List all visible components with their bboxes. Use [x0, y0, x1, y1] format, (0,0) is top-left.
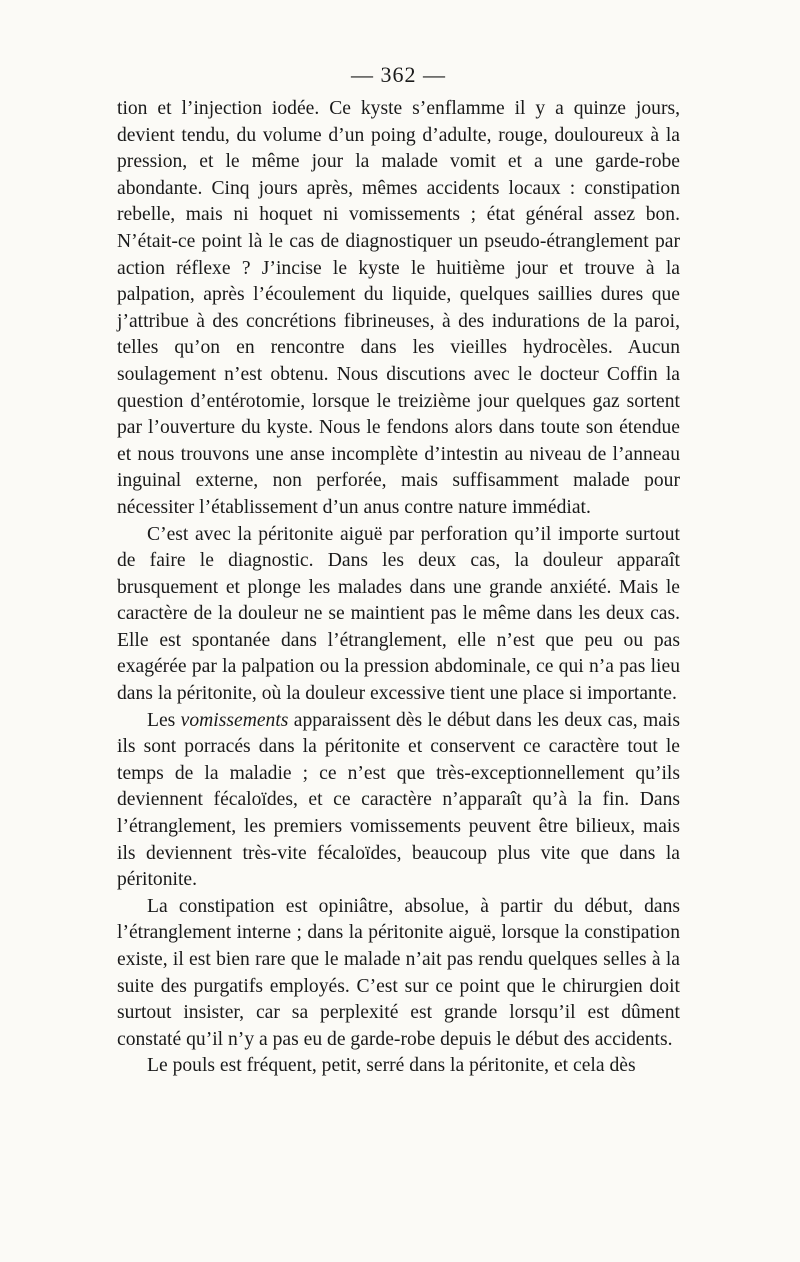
book-page	[117, 58, 680, 1080]
paragraph-vomiting	[117, 708, 680, 894]
paragraph-vomiting-after-emphasis: apparaissent dès le début dans les deux cas,	[293, 709, 638, 731]
paragraph-vomiting-lead: Les	[147, 709, 176, 731]
page-number: — 362 —	[351, 62, 446, 87]
paragraph-case-report: tion et l’injection iodée. Ce kyste s’enflamme il y a quinze jours, devient tendu, du volume d’un poing d’adulte, rouge, douloureux à la pression, et le même jour la malade vomit et a une garde-robe abondante. Cinq jours après, mêmes accidents locaux : constipation rebelle, mais ni hoquet ni vomissements ; état général assez bon. N’était-ce point là le cas de diagnostiquer un pseudo-étranglement par action réflexe ? J’incise le kyste le huitième jour et trouve à la palpation, après l’écoulement du liquide, quelques saillies dures que j’attribue à des concrétions fibrineuses, à des indurations de la paroi, telles qu’on en rencontre dans les vieilles hydrocèles. Aucun soulagement n’est obtenu. Nous discutions avec le docteur Coffin la question d’entérotomie, lorsque le treizième jour quelques gaz sortent par l’ouverture du kyste. Nous le fendons alors dans toute son étendue et nous trouvons une anse incomplète d’intestin au niveau de l’anneau inguinal externe, non perforée, mais suffisamment malade pour nécessiter l’établissement d’un anus contre nature immédiat.	[117, 98, 680, 518]
paragraph-pulse: Le pouls est fréquent, petit, serré dans la péritonite, et cela dès	[147, 1055, 636, 1077]
paragraph-constipation: La constipation est opiniâtre, absolue, à partir du début, dans l’étranglement interne ; dans la péritonite aiguë, lorsque la constipation existe, il est bien rare que le malade n’ait pas rendu quelques selles à la suite des purgatifs employés. C’est sur ce point que le chirurgien doit surtout insister, car sa perplexité est grande lorsqu’il est dûment constaté qu’il n’y a pas eu de garde-robe depuis le début des accidents.	[117, 895, 680, 1050]
vomissements-emphasis: vomissements	[180, 709, 289, 731]
paragraph-peritonitis-pain: C’est avec la péritonite aiguë par perforation qu’il importe surtout de faire le diagnostic. Dans les deux cas, la douleur apparaît brusquement et plonge les malades dans une grande anxiété. Mais le caractère de la douleur ne se maintient pas le même dans les deux cas. Elle est spontanée dans l’étranglement, elle n’est que peu ou pas exagérée par la palpation ou la pression abdominale, ce qui n’a pas lieu dans la péritonite, où la douleur excessive tient une place si importante.	[117, 523, 680, 705]
paragraph-vomiting-body: mais ils sont porracés dans la péritonite et conservent ce caractère tout le temps de la maladie ; ce n’est que très-exceptionnellement qu’ils deviennent fécaloïdes, et ce caractère n’apparaît qu’à la fin. Dans l’étranglement, les premiers vomissements peuvent être bilieux, mais ils deviennent très-vite fécaloïdes, beaucoup plus vite que dans la péritonite.	[117, 709, 680, 891]
